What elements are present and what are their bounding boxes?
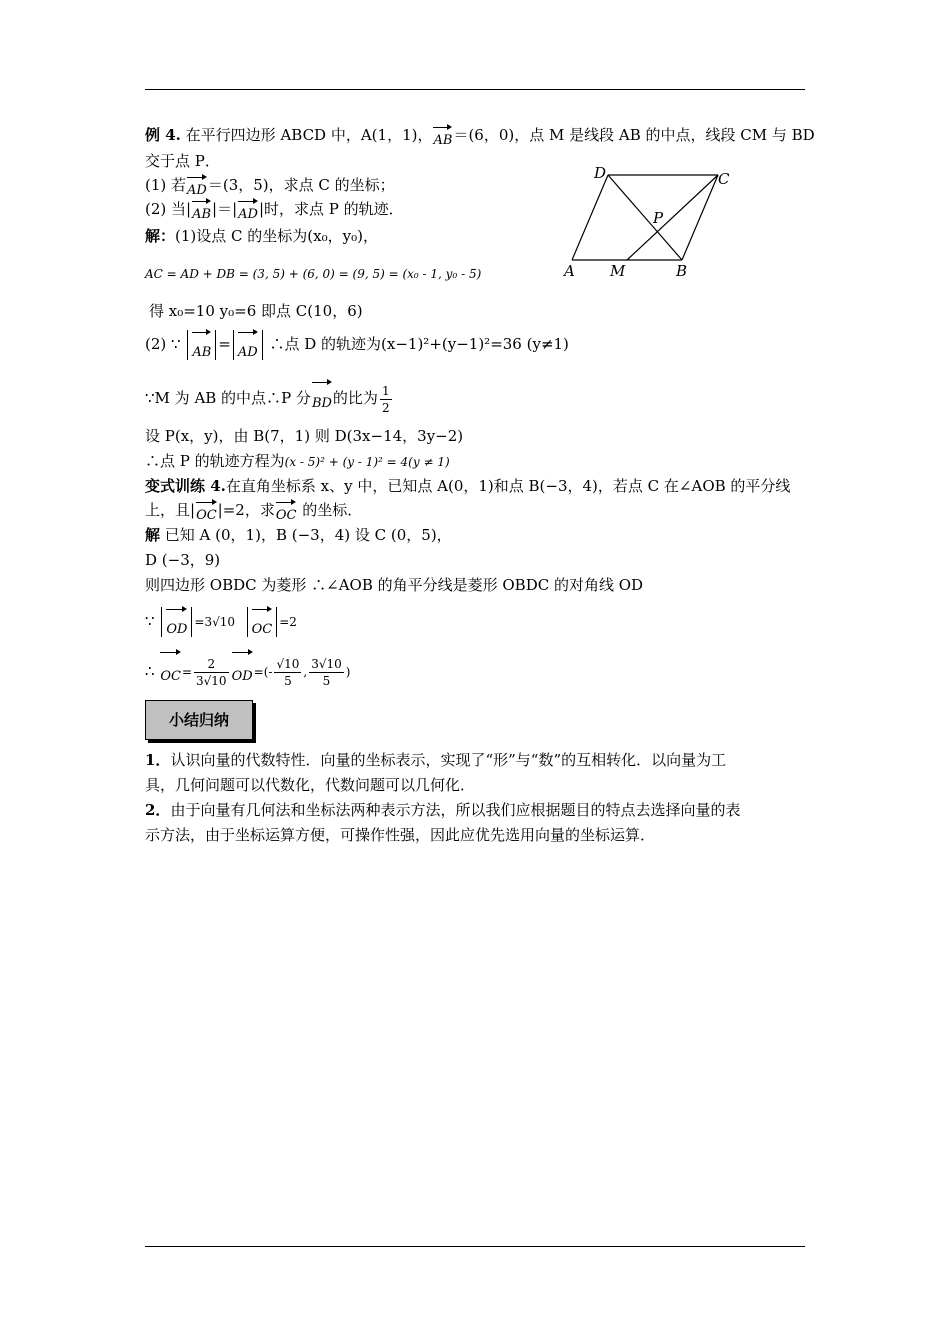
therefore-symbol: ∴ <box>145 662 155 680</box>
summary-p1-num: 1． <box>145 751 171 769</box>
variant-solution-2: D (−3，9) <box>145 551 221 569</box>
summary-p1-line2: 具，几何问题可以代数化，代数问题可以几何化． <box>145 776 476 794</box>
summary-p2-text-1: 由于向量有几何法和坐标法两种表示方法，所以我们应根据题目的特点去选择向量的表 <box>170 801 741 819</box>
x-fraction <box>274 656 301 689</box>
coef-den: 3√10 <box>196 673 227 688</box>
od-length: =3√10 <box>194 615 236 629</box>
variant-solution-text-1: 已知 A (0，1)，B (−3，4) 设 C (0，5)， <box>160 526 452 544</box>
vector-ad: AD <box>238 199 258 225</box>
vector-bd: BD <box>312 380 332 422</box>
x-den: 5 <box>284 673 292 688</box>
abs-ad <box>233 330 263 360</box>
summary-p2-num: 2． <box>145 801 171 819</box>
variant-solution-1 <box>145 525 452 545</box>
summary-title-box: 小结归纳 <box>145 700 253 740</box>
question-2 <box>145 199 404 225</box>
x-num: √10 <box>276 656 300 671</box>
vector-ab: AB <box>433 125 452 151</box>
label-a: A <box>564 262 575 280</box>
coef-num: 2 <box>194 656 229 673</box>
q1-pre: (1) 若 <box>145 176 187 194</box>
ratio-den: 2 <box>381 400 390 415</box>
solution-line-1 <box>145 226 378 246</box>
solution-line-4: (2) ∵ AB = AD ∴点 D 的轨迹为(x−1)²+(y−1)²=36 (y≠1) <box>145 327 569 361</box>
variant-solution-label: 解 <box>145 526 161 544</box>
vector-oc: OC <box>160 650 181 698</box>
y-fraction <box>309 656 344 689</box>
side-cb <box>682 175 718 260</box>
coef-fraction <box>194 656 229 689</box>
midpoint-text: ∵M 为 AB 的中点∴P 分 <box>145 389 311 407</box>
example-label: 例 4. <box>145 126 181 144</box>
label-p: P <box>653 209 664 227</box>
label-d: D <box>594 164 607 182</box>
abs-ab <box>187 330 216 360</box>
vector-ad: AD <box>238 330 258 370</box>
summary-p2-line2: 示方法，由于坐标运算方便，可操作性强，因此应优先选用向量的坐标运算． <box>145 826 656 844</box>
vector-oc: OC <box>196 500 217 526</box>
summary-p2-line1 <box>145 800 740 820</box>
vector-ad: AD <box>187 175 207 201</box>
q2-mid: |＝| <box>212 200 238 218</box>
vector-ab: AB <box>192 199 211 225</box>
summary-p1-text-1: 认识向量的代数特性．向量的坐标表示，实现了“形”与“数”的互相转化．以向量为工 <box>170 751 727 769</box>
vector-od: OD <box>166 607 187 647</box>
solution-line-3: 得 x₀=10 y₀=6 即点 C(10，6) <box>149 302 363 320</box>
solution-label: 解： <box>145 227 176 245</box>
solution-line-2: AC = AD + DB = (3, 5) + (6, 0) = (9, 5) = (x₀ - 1, y₀ - 5) <box>145 267 482 281</box>
question-1 <box>145 175 395 201</box>
y-num: 3√10 <box>311 656 342 671</box>
ratio-fraction <box>380 383 392 416</box>
vector-oc: OC <box>252 607 273 647</box>
side-ad <box>572 175 608 260</box>
footer-rule <box>145 1246 805 1247</box>
example-intro-line2: 交于点 P． <box>145 152 220 170</box>
abs-oc <box>247 607 278 637</box>
solution-line-6: 设 P(x，y)，由 B(7，1) 则 D(3x−14，3y−2) <box>145 427 464 445</box>
example-intro-text: 在平行四边形 ABCD 中，A(1，1)， <box>185 126 433 144</box>
q1-post: ＝(3，5)，求点 C 的坐标； <box>207 176 395 194</box>
parallelogram-figure <box>560 160 740 285</box>
q2-pre: (2) 当| <box>145 200 192 218</box>
vector-ab: AB <box>192 330 211 370</box>
variant-solution-3: 则四边形 OBDC 为菱形 ∴∠AOB 的角平分线是菱形 OBDC 的对角线 OD <box>145 576 644 594</box>
variant-label: 变式训练 4. <box>145 477 226 495</box>
example-intro <box>145 125 815 151</box>
vector-od: OD <box>232 650 253 698</box>
variant-line-2 <box>145 500 362 526</box>
ratio-text: 的比为 <box>332 389 378 407</box>
locus-d-text: ∴点 D 的轨迹为(x−1)²+(y−1)²=36 (y≠1) <box>269 335 569 353</box>
variant-text-2: 上，且| <box>145 501 196 519</box>
header-rule <box>145 89 805 90</box>
label-b: B <box>676 262 688 280</box>
because-symbol: (2) ∵ <box>145 335 181 353</box>
abs-od <box>161 607 192 637</box>
q2-post: |时，求点 P 的轨迹． <box>258 200 404 218</box>
solution-line-7 <box>145 451 450 472</box>
segment-bd <box>608 175 682 260</box>
variant-text-1: 在直角坐标系 x、y 中，已知点 A(0，1)和点 B(−3，4)，若点 C 在∠AOB 的平分线 <box>225 477 791 495</box>
variant-text-3: |=2，求 <box>217 501 275 519</box>
locus-p-text: ∴点 P 的轨迹方程为 <box>145 452 285 470</box>
variant-text-4: 的坐标． <box>297 501 363 519</box>
example-intro-text-2: ＝(6，0)，点 M 是线段 AB 的中点，线段 CM 与 BD <box>453 126 815 144</box>
label-m: M <box>610 262 626 280</box>
variant-solution-5: ∴ OC= $\frac{2}{3√10}$ OD=(- $\frac{√10}{5}$ , $\frac{3√10}{5}$ ) <box>145 650 350 692</box>
solution-line-5 <box>145 380 394 416</box>
because-symbol: ∵ <box>145 612 155 630</box>
label-c: C <box>718 170 730 188</box>
solution-text-1: (1)设点 C 的坐标为(x₀，y₀)， <box>175 227 378 245</box>
oc-length: =2 <box>279 615 297 629</box>
variant-solution-4 <box>145 604 297 638</box>
variant-line-1 <box>145 476 790 496</box>
summary-p1-line1 <box>145 750 726 770</box>
y-den: 5 <box>322 673 331 688</box>
locus-p-equation: (x - 5)² + (y - 1)² = 4(y ≠ 1) <box>284 455 450 469</box>
segment-cm <box>627 175 718 260</box>
vector-oc: OC <box>276 500 297 526</box>
ratio-num: 1 <box>381 383 390 398</box>
